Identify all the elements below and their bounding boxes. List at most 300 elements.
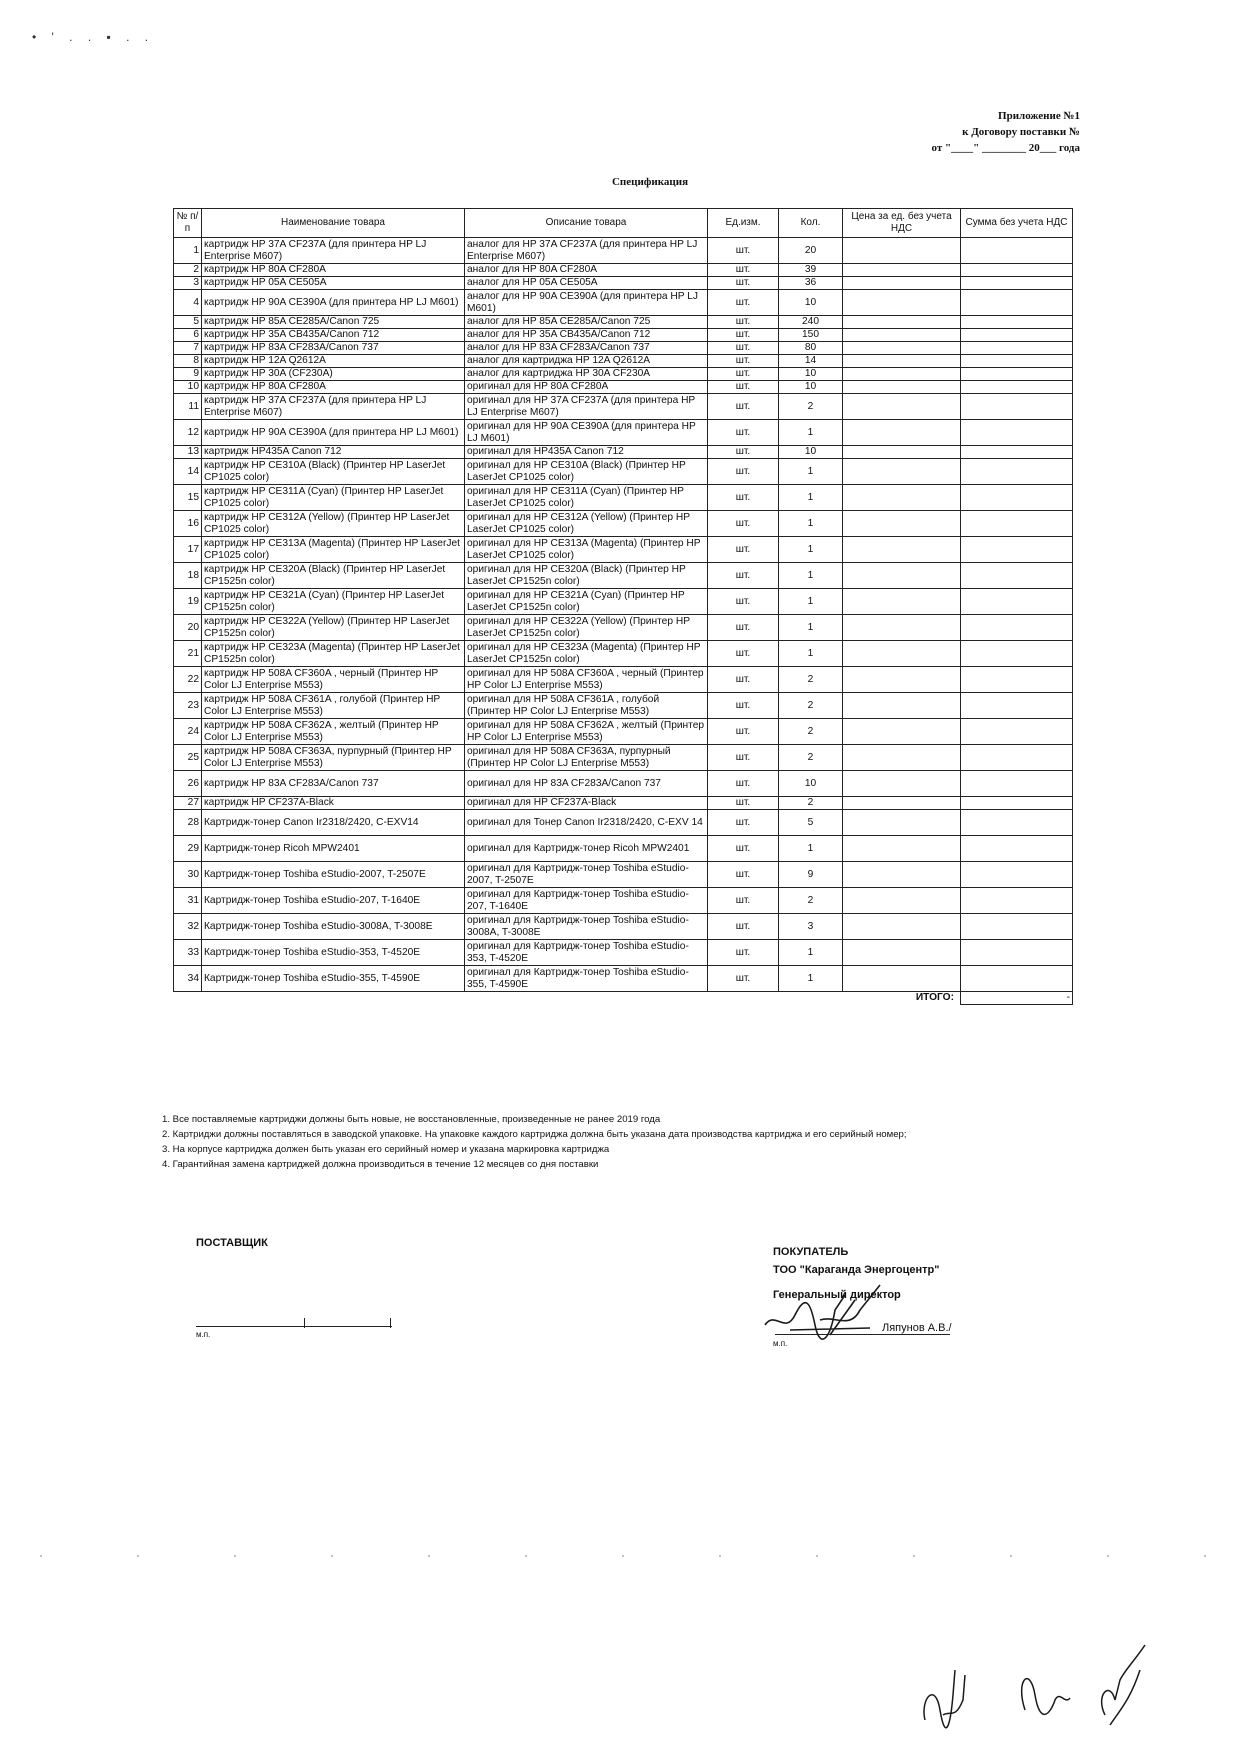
initials-stroke-3 [1102,1645,1145,1725]
buyer-stamp-place: м.п. [773,1339,788,1348]
table-row [174,615,1073,641]
row-description: оригинал для HP 80A CF280A [465,381,708,394]
buyer-label: ПОКУПАТЕЛЬ [773,1246,849,1258]
row-name: картридж HP 508A CF360A , черный (Принтер HP Color LJ Enterprise M553) [202,667,465,693]
row-number: 13 [174,446,202,459]
row-price [843,277,961,290]
row-unit: шт. [708,485,779,511]
row-sum [961,446,1073,459]
row-quantity: 10 [779,446,843,459]
date-line: от "____" ________ 20___ года [931,142,1080,154]
row-sum [961,485,1073,511]
row-number: 21 [174,641,202,667]
row-price [843,836,961,862]
row-unit: шт. [708,940,779,966]
row-description: аналог для HP 05A CE505A [465,277,708,290]
row-number: 9 [174,368,202,381]
row-name: картридж HP435A Canon 712 [202,446,465,459]
row-quantity: 2 [779,797,843,810]
row-number: 19 [174,589,202,615]
row-description: оригинал для HP CE313A (Magenta) (Принтер HP LaserJet CP1025 color) [465,537,708,563]
row-quantity: 1 [779,511,843,537]
row-price [843,888,961,914]
row-unit: шт. [708,667,779,693]
row-price [843,537,961,563]
row-quantity: 1 [779,966,843,992]
row-quantity: 2 [779,667,843,693]
row-quantity: 10 [779,381,843,394]
row-quantity: 1 [779,420,843,446]
table-body [174,238,1073,992]
appendix-header [880,108,1080,156]
initials-stroke-2 [1022,1679,1070,1715]
row-description: оригинал для Картридж-тонер Toshiba eStudio-353, T-4520E [465,940,708,966]
col-qty-header: Кол. [779,209,843,238]
row-quantity: 5 [779,810,843,836]
supplier-stamp-place: м.п. [196,1330,211,1339]
table-row [174,797,1073,810]
row-unit: шт. [708,277,779,290]
row-number: 3 [174,277,202,290]
row-description: оригинал для HP CE322A (Yellow) (Принтер HP LaserJet CP1525n color) [465,615,708,641]
row-sum [961,836,1073,862]
row-quantity: 10 [779,290,843,316]
row-name: Картридж-тонер Canon Ir2318/2420, C-EXV14 [202,810,465,836]
row-description: аналог для HP 90A CE390A (для принтера HP LJ M601) [465,290,708,316]
row-quantity: 1 [779,615,843,641]
table-row [174,667,1073,693]
row-unit: шт. [708,355,779,368]
row-unit: шт. [708,641,779,667]
row-name: Картридж-тонер Ricoh MPW2401 [202,836,465,862]
row-name: картридж HP 35A CB435A/Canon 712 [202,329,465,342]
row-name: Картридж-тонер Toshiba eStudio-353, T-4520E [202,940,465,966]
row-number: 6 [174,329,202,342]
row-description: оригинал для HP CE321A (Cyan) (Принтер HP LaserJet CP1525n color) [465,589,708,615]
row-sum [961,966,1073,992]
table-row [174,264,1073,277]
row-unit: шт. [708,862,779,888]
row-price [843,264,961,277]
row-price [843,862,961,888]
row-number: 26 [174,771,202,797]
row-description: аналог для HP 83A CF283A/Canon 737 [465,342,708,355]
initials-stroke-1 [924,1670,965,1728]
row-quantity: 1 [779,563,843,589]
row-quantity: 10 [779,368,843,381]
row-number: 5 [174,316,202,329]
row-price [843,693,961,719]
col-name-header: Наименование товара [202,209,465,238]
row-unit: шт. [708,771,779,797]
row-description: аналог для HP 35A CB435A/Canon 712 [465,329,708,342]
table-row [174,511,1073,537]
row-number: 7 [174,342,202,355]
row-unit: шт. [708,290,779,316]
row-sum [961,264,1073,277]
note-2: 2. Картриджи должны поставляться в заводской упаковке. На упаковке каждого картриджа должна быть указана дата производства картриджа и его серийный номер; [162,1129,907,1140]
row-quantity: 2 [779,888,843,914]
row-quantity: 1 [779,589,843,615]
table-row [174,771,1073,797]
row-description: аналог для картриджа HP 30A CF230A [465,368,708,381]
appendix-label: Приложение №1 [998,110,1080,122]
total-row [174,992,1073,1005]
row-name: картридж HP 80A CF280A [202,264,465,277]
row-sum [961,420,1073,446]
row-number: 12 [174,420,202,446]
row-unit: шт. [708,914,779,940]
row-sum [961,589,1073,615]
table-row [174,914,1073,940]
row-unit: шт. [708,888,779,914]
row-unit: шт. [708,563,779,589]
row-name: картридж HP 12A Q2612A [202,355,465,368]
row-unit: шт. [708,238,779,264]
row-name: картридж HP 90A CE390A (для принтера HP LJ M601) [202,290,465,316]
row-name: картридж HP 83A CF283A/Canon 737 [202,771,465,797]
row-quantity: 80 [779,342,843,355]
table-row [174,719,1073,745]
row-quantity: 2 [779,394,843,420]
row-quantity: 39 [779,264,843,277]
row-quantity: 240 [779,316,843,329]
row-unit: шт. [708,342,779,355]
row-quantity: 14 [779,355,843,368]
note-1: 1. Все поставляемые картриджи должны быть новые, не восстановленные, произведенные не ранее 2019 года [162,1114,661,1125]
note-3: 3. На корпусе картриджа должен быть указан его серийный номер и указана маркировка картриджа [162,1144,610,1155]
row-price [843,797,961,810]
supplier-label: ПОСТАВЩИК [196,1237,268,1249]
row-sum [961,238,1073,264]
row-description: оригинал для HP CE323A (Magenta) (Принтер HP LaserJet CP1525n color) [465,641,708,667]
row-description: оригинал для HP CE312A (Yellow) (Принтер HP LaserJet CP1025 color) [465,511,708,537]
row-quantity: 1 [779,459,843,485]
row-number: 20 [174,615,202,641]
row-name: картридж HP CE310A (Black) (Принтер HP LaserJet CP1025 color) [202,459,465,485]
row-description: оригинал для HP 508A CF362A , желтый (Принтер HP Color LJ Enterprise M553) [465,719,708,745]
row-quantity: 20 [779,238,843,264]
row-name: картридж HP 05A CE505A [202,277,465,290]
row-unit: шт. [708,316,779,329]
buyer-org: ТОО "Караганда Энергоцентр" [773,1264,940,1276]
row-number: 22 [174,667,202,693]
table-row [174,277,1073,290]
row-price [843,459,961,485]
specification-table [173,208,1073,1005]
row-unit: шт. [708,329,779,342]
row-number: 27 [174,797,202,810]
row-number: 10 [174,381,202,394]
col-price-header: Цена за ед. без учета НДС [843,209,961,238]
row-price [843,511,961,537]
table-row [174,355,1073,368]
table-row [174,368,1073,381]
row-number: 18 [174,563,202,589]
total-value: - [961,992,1073,1005]
notes-block [162,1112,1082,1172]
table-row [174,394,1073,420]
row-description: оригинал для Картридж-тонер Ricoh MPW2401 [465,836,708,862]
row-name: Картридж-тонер Toshiba eStudio-2007, T-2507E [202,862,465,888]
row-name: картридж HP CE312A (Yellow) (Принтер HP LaserJet CP1025 color) [202,511,465,537]
document-title: Спецификация [611,176,689,188]
table-row [174,485,1073,511]
row-sum [961,615,1073,641]
row-name: картридж HP 90A CE390A (для принтера HP LJ M601) [202,420,465,446]
row-sum [961,342,1073,355]
row-name: картридж HP 37A CF237A (для принтера HP LJ Enterprise M607) [202,238,465,264]
row-description: оригинал для Тонер Canon Ir2318/2420, C-EXV 14 [465,810,708,836]
table-row [174,238,1073,264]
table-row [174,329,1073,342]
table-row [174,381,1073,394]
row-price [843,641,961,667]
row-number: 29 [174,836,202,862]
row-sum [961,277,1073,290]
row-sum [961,537,1073,563]
table-row [174,810,1073,836]
total-label: ИТОГО: [915,992,954,1004]
table-row [174,316,1073,329]
col-desc-header: Описание товара [465,209,708,238]
row-price [843,745,961,771]
row-number: 32 [174,914,202,940]
row-sum [961,862,1073,888]
row-number: 31 [174,888,202,914]
row-sum [961,810,1073,836]
row-quantity: 1 [779,641,843,667]
row-name: картридж HP 37A CF237A (для принтера HP LJ Enterprise M607) [202,394,465,420]
row-price [843,238,961,264]
note-4: 4. Гарантийная замена картриджей должна производиться в течение 12 месяцев со дня поставки [162,1159,599,1170]
row-number: 4 [174,290,202,316]
row-unit: шт. [708,511,779,537]
row-name: картридж HP CE322A (Yellow) (Принтер HP LaserJet CP1525n color) [202,615,465,641]
row-name: картридж HP 85A CE285A/Canon 725 [202,316,465,329]
row-name: картридж HP CE320A (Black) (Принтер HP LaserJet CP1525n color) [202,563,465,589]
row-name: картридж HP 508A CF362A , желтый (Принтер HP Color LJ Enterprise M553) [202,719,465,745]
row-description: аналог для HP 85A CE285A/Canon 725 [465,316,708,329]
buyer-signature [760,1280,910,1350]
row-description: оригинал для Картридж-тонер Toshiba eStudio-3008A, T-3008E [465,914,708,940]
row-name: картридж HP 508A CF361A , голубой (Принтер HP Color LJ Enterprise M553) [202,693,465,719]
row-price [843,719,961,745]
row-unit: шт. [708,368,779,381]
row-sum [961,797,1073,810]
row-price [843,589,961,615]
row-price [843,420,961,446]
row-sum [961,888,1073,914]
row-name: картридж HP CF237A-Black [202,797,465,810]
row-name: картридж HP 30A (CF230A) [202,368,465,381]
row-quantity: 2 [779,693,843,719]
row-name: картридж HP CE323A (Magenta) (Принтер HP LaserJet CP1525n color) [202,641,465,667]
table-row [174,342,1073,355]
table-row [174,888,1073,914]
row-name: картридж HP CE321A (Cyan) (Принтер HP LaserJet CP1525n color) [202,589,465,615]
col-num-header: № п/п [174,209,202,238]
table-header-row [174,209,1073,238]
table-row [174,446,1073,459]
row-name: картридж HP CE311A (Cyan) (Принтер HP LaserJet CP1025 color) [202,485,465,511]
row-unit: шт. [708,446,779,459]
row-number: 23 [174,693,202,719]
row-sum [961,693,1073,719]
row-description: оригинал для HP CE311A (Cyan) (Принтер HP LaserJet CP1025 color) [465,485,708,511]
row-number: 11 [174,394,202,420]
page-initials [915,1640,1175,1740]
col-sum-header: Сумма без учета НДС [961,209,1073,238]
supplier-signature-line [196,1326,392,1327]
row-unit: шт. [708,745,779,771]
row-description: оригинал для HP 508A CF361A , голубой (Принтер HP Color LJ Enterprise M553) [465,693,708,719]
row-unit: шт. [708,537,779,563]
row-quantity: 150 [779,329,843,342]
row-quantity: 10 [779,771,843,797]
row-quantity: 2 [779,719,843,745]
table-row [174,563,1073,589]
table-row [174,459,1073,485]
row-name: Картридж-тонер Toshiba eStudio-3008A, T-3008E [202,914,465,940]
row-description: оригинал для HP CE320A (Black) (Принтер HP LaserJet CP1525n color) [465,563,708,589]
row-price [843,940,961,966]
row-sum [961,719,1073,745]
scan-artifact-line [0,1555,1240,1557]
row-sum [961,394,1073,420]
row-number: 16 [174,511,202,537]
row-number: 33 [174,940,202,966]
row-name: Картридж-тонер Toshiba eStudio-207, T-1640E [202,888,465,914]
table-row [174,537,1073,563]
row-quantity: 2 [779,745,843,771]
row-unit: шт. [708,381,779,394]
row-price [843,394,961,420]
row-quantity: 36 [779,277,843,290]
row-sum [961,563,1073,589]
row-description: оригинал для HP 83A CF283A/Canon 737 [465,771,708,797]
row-number: 30 [174,862,202,888]
row-sum [961,381,1073,394]
row-number: 17 [174,537,202,563]
row-description: оригинал для Картридж-тонер Toshiba eStudio-207, T-1640E [465,888,708,914]
row-price [843,446,961,459]
row-name: картридж HP CE313A (Magenta) (Принтер HP LaserJet CP1025 color) [202,537,465,563]
row-number: 8 [174,355,202,368]
row-unit: шт. [708,693,779,719]
row-number: 2 [174,264,202,277]
row-description: оригинал для HP 508A CF363A, пурпурный (Принтер HP Color LJ Enterprise M553) [465,745,708,771]
row-number: 24 [174,719,202,745]
table-row [174,290,1073,316]
row-unit: шт. [708,394,779,420]
row-price [843,316,961,329]
row-sum [961,355,1073,368]
supplier-signature-divider [304,1318,305,1328]
row-number: 14 [174,459,202,485]
row-unit: шт. [708,420,779,446]
signature-stroke [765,1285,880,1339]
row-sum [961,511,1073,537]
row-price [843,355,961,368]
row-sum [961,368,1073,381]
supplier-signature-end [390,1318,391,1328]
table-row [174,745,1073,771]
row-price [843,381,961,394]
row-number: 34 [174,966,202,992]
row-number: 1 [174,238,202,264]
row-description: оригинал для HP CE310A (Black) (Принтер HP LaserJet CP1025 color) [465,459,708,485]
row-description: аналог для HP 80A CF280A [465,264,708,277]
buyer-name: Ляпунов А.В./ [882,1322,952,1334]
row-number: 15 [174,485,202,511]
row-price [843,667,961,693]
row-description: оригинал для HP 508A CF360A , черный (Принтер HP Color LJ Enterprise M553) [465,667,708,693]
row-sum [961,641,1073,667]
row-description: оригинал для Картридж-тонер Toshiba eStudio-2007, T-2507E [465,862,708,888]
row-name: картридж HP 83A CF283A/Canon 737 [202,342,465,355]
row-description: оригинал для HP CF237A-Black [465,797,708,810]
row-price [843,966,961,992]
row-price [843,615,961,641]
col-unit-header: Ед.изм. [708,209,779,238]
row-sum [961,290,1073,316]
row-price [843,329,961,342]
row-name: Картридж-тонер Toshiba eStudio-355, T-4590E [202,966,465,992]
row-unit: шт. [708,966,779,992]
table-row [174,836,1073,862]
row-unit: шт. [708,459,779,485]
row-description: оригинал для HP 37A CF237A (для принтера HP LJ Enterprise M607) [465,394,708,420]
table-row [174,940,1073,966]
row-sum [961,771,1073,797]
row-name: картридж HP 80A CF280A [202,381,465,394]
row-sum [961,459,1073,485]
row-unit: шт. [708,264,779,277]
row-quantity: 3 [779,914,843,940]
table-row [174,420,1073,446]
row-price [843,368,961,381]
table-row [174,641,1073,667]
row-quantity: 9 [779,862,843,888]
buyer-position: Генеральный директор [773,1289,901,1301]
row-unit: шт. [708,797,779,810]
buyer-block [773,1243,939,1279]
row-unit: шт. [708,719,779,745]
row-price [843,914,961,940]
row-number: 28 [174,810,202,836]
row-quantity: 1 [779,537,843,563]
row-unit: шт. [708,836,779,862]
row-unit: шт. [708,615,779,641]
row-name: картридж HP 508A CF363A, пурпурный (Принтер HP Color LJ Enterprise M553) [202,745,465,771]
row-sum [961,667,1073,693]
row-price [843,342,961,355]
row-sum [961,914,1073,940]
table-row [174,589,1073,615]
table-row [174,693,1073,719]
row-quantity: 1 [779,485,843,511]
row-unit: шт. [708,589,779,615]
row-price [843,485,961,511]
row-sum [961,745,1073,771]
row-description: оригинал для HP 90A CE390A (для принтера HP LJ M601) [465,420,708,446]
row-price [843,810,961,836]
row-description: оригинал для Картридж-тонер Toshiba eStudio-355, T-4590E [465,966,708,992]
row-description: аналог для HP 37A CF237A (для принтера HP LJ Enterprise M607) [465,238,708,264]
table-row [174,966,1073,992]
row-sum [961,940,1073,966]
